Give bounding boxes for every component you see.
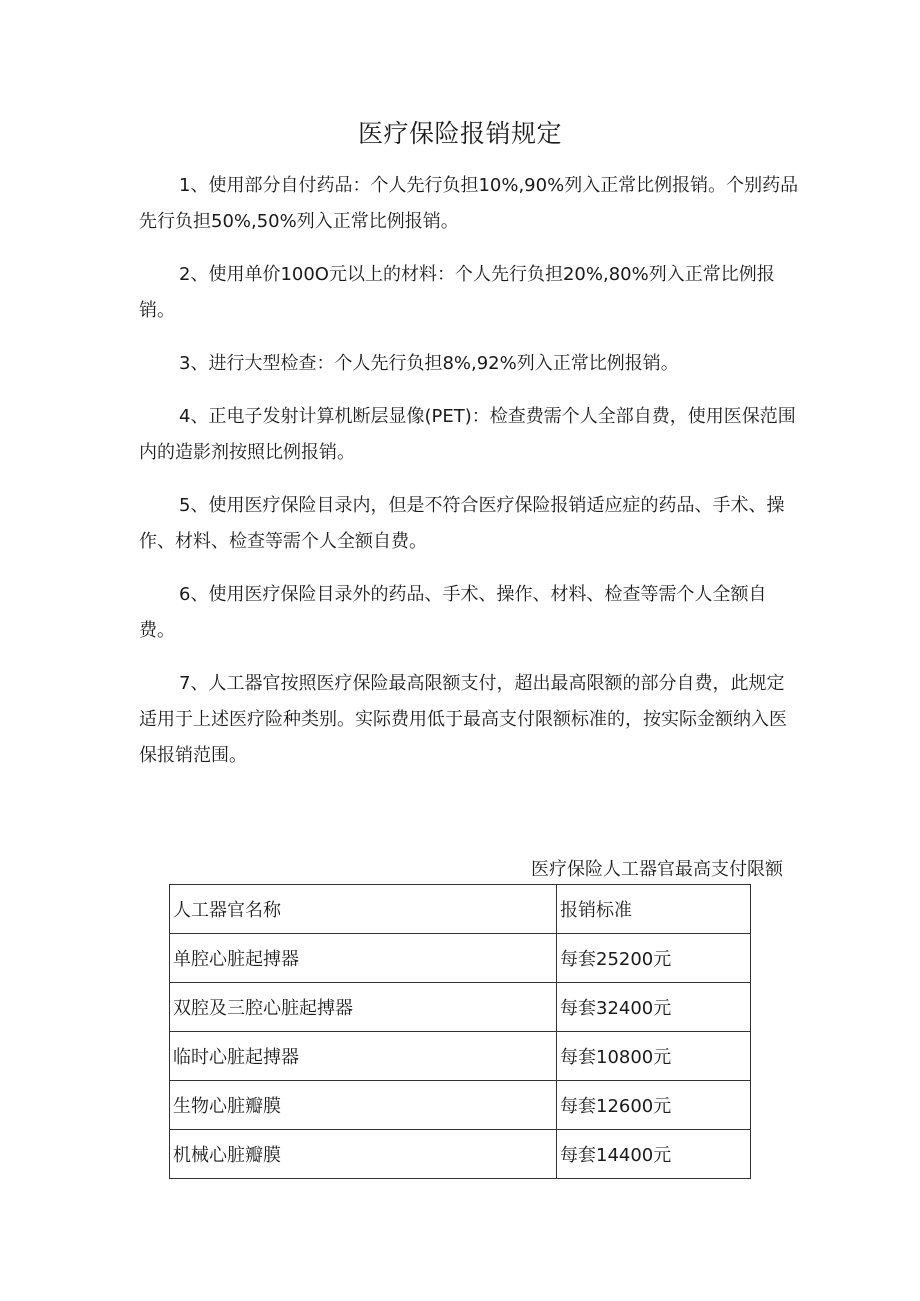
header-reimbursement-standard: 报销标准 bbox=[557, 885, 751, 934]
paragraph-7: 7、人工器官按照医疗保险最高限额支付，超出最高限额的部分自费，此规定适用于上述医疗险种类别。实际费用低于最高支付限额标准的，按实际金额纳入医保报销范围。 bbox=[139, 673, 787, 766]
header-organ-name: 人工器官名称 bbox=[170, 885, 557, 934]
organ-name-cell: 双腔及三腔心脏起搏器 bbox=[170, 983, 557, 1032]
organ-name-cell: 临时心脏起搏器 bbox=[170, 1032, 557, 1081]
standard-cell: 每套14400元 bbox=[557, 1130, 751, 1179]
organ-name-cell: 生物心脏瓣膜 bbox=[170, 1081, 557, 1130]
table-row bbox=[170, 983, 751, 1032]
paragraph-2: 2、使用单价100O元以上的材料：个人先行负担20%,80%列入正常比例报销。 bbox=[139, 264, 775, 321]
table-header-row bbox=[170, 885, 751, 934]
paragraph-4: 4、正电子发射计算机断层显像(PET)：检查费需个人全部自费，使用医保范围内的造影剂按照比例报销。 bbox=[139, 406, 796, 463]
paragraph-6: 6、使用医疗保险目录外的药品、手术、操作、材料、检查等需个人全额自费。 bbox=[139, 584, 767, 641]
table-row bbox=[170, 1032, 751, 1081]
standard-cell: 每套25200元 bbox=[557, 934, 751, 983]
paragraph-5: 5、使用医疗保险目录内，但是不符合医疗保险报销适应症的药品、手术、操作、材料、检查等需个人全额自费。 bbox=[139, 495, 785, 552]
table-row bbox=[170, 934, 751, 983]
organ-name-cell: 单腔心脏起搏器 bbox=[170, 934, 557, 983]
page-title: 医疗保险报销规定 bbox=[357, 119, 562, 148]
standard-cell: 每套32400元 bbox=[557, 983, 751, 1032]
artificial-organ-limit-table bbox=[169, 884, 751, 1179]
table-row bbox=[170, 1130, 751, 1179]
standard-cell: 每套10800元 bbox=[557, 1032, 751, 1081]
organ-name-cell: 机械心脏瓣膜 bbox=[170, 1130, 557, 1179]
paragraph-3: 3、进行大型检查：个人先行负担8%,92%列入正常比例报销。 bbox=[179, 353, 679, 374]
standard-cell: 每套12600元 bbox=[557, 1081, 751, 1130]
table-row bbox=[170, 1081, 751, 1130]
table-caption: 医疗保险人工器官最高支付限额 bbox=[531, 859, 783, 880]
regulation-body bbox=[139, 168, 799, 791]
paragraph-1: 1、使用部分自付药品：个人先行负担10%,90%列入正常比例报销。个别药品先行负担50%,50%列入正常比例报销。 bbox=[139, 175, 799, 232]
